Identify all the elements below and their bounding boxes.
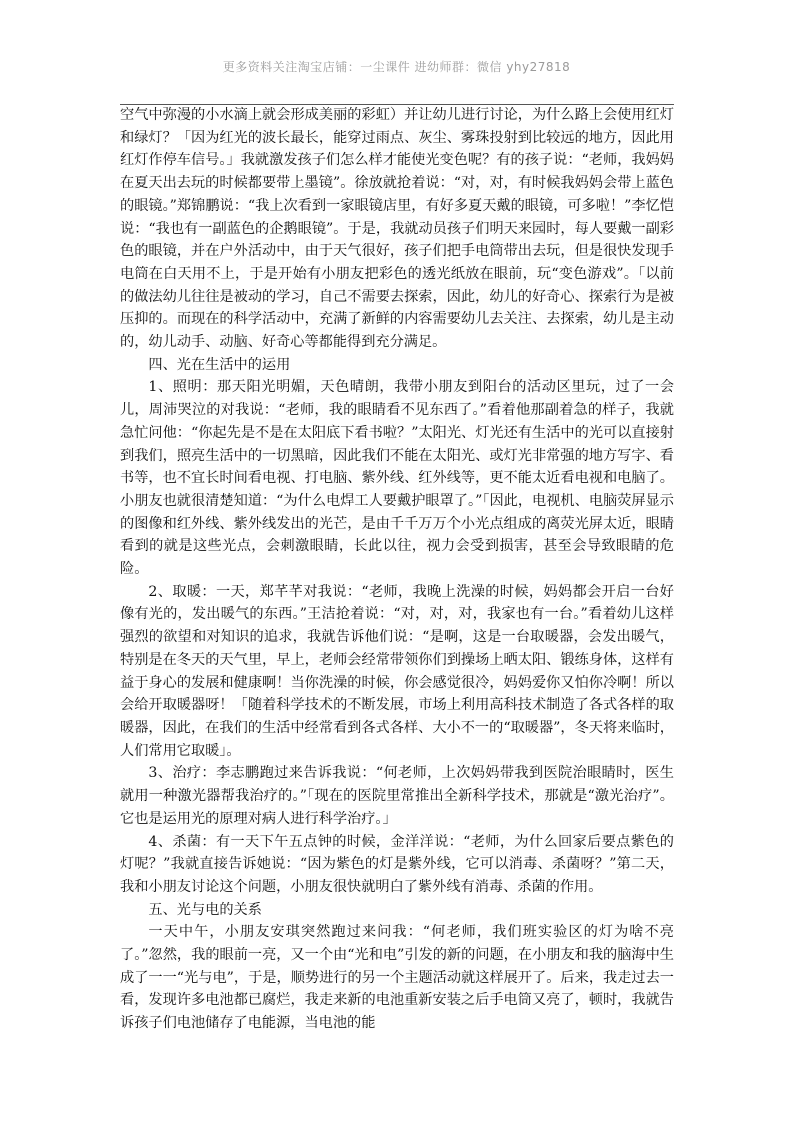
paragraph-sterilization: 4、杀菌：有一天下午五点钟的时候，金洋洋说：“老师，为什么回家后要点紫色的灯呢？”我就直接告诉她说：“因为紫色的灯是紫外线，它可以消毒、杀菌呀？”第二天，我和小朋友讨论这个问题，小朋友很快就明白了紫外线有消毒、杀菌的作用。 xyxy=(120,833,674,895)
paragraph-heating: 2、取暖：一天，郑芊芊对我说：“老师，我晚上洗澡的时候，妈妈都会开启一台好像有光的，发出暖气的东西。”王洁抢着说：“对，对，对，我家也有一台。”看着幼儿这样强烈的欲望和对知识的追求，我就告诉他们说：“是啊，这是一台取暖器，会发出暖气，特别是在冬天的天气里，早上，老师会经常带领你们到操场上晒太阳、锻练身体，这样有益于身心的发展和健康啊！当你洗澡的时候，你会感觉很冷，妈妈爱你又怕你冷啊！所以会给开取暖器呀！「随着科学技术的不断发展，市场上利用高科技术制造了各式各样的取暖器，因此，在我们的生活中经常看到各式各样、大小不一的“取暖器”，冬天将来临时，人们常用它取暖」。 xyxy=(120,583,674,759)
section-heading-5: 五、光与电的关系 xyxy=(148,901,262,918)
document-body xyxy=(120,104,674,1035)
paragraph-continuation: 空气中弥漫的小水滴上就会形成美丽的彩虹）并让幼儿进行讨论，为什么路上会使用红灯和绿灯？「因为红光的波长最长，能穿过雨点、灰尘、雾珠投射到比较远的地方，因此用红灯作停车信号。」我就激发孩子们怎么样才能使光变色呢？有的孩子说：“老师，我妈妈在夏天出去玩的时候都要带上墨镜”。徐放就抢着说：“对，对，有时候我妈妈会带上蓝色的眼镜。”郑锦鹏说：“我上次看到一家眼镜店里，有好多夏天戴的眼镜，可多啦！”李忆恺说：“我也有一副蓝色的企鹅眼镜”。于是，我就动员孩子们明天来园时，每人要戴一副彩色的眼镜，并在户外活动中，由于天气很好，孩子们把手电筒带出去玩，但是很快发现手电筒在白天用不上，于是开始有小朋友把彩色的透光纸放在眼前，玩“变色游戏”。「以前的做法幼儿往往是被动的学习，自己不需要去探索，因此，幼儿的好奇心、探索行为是被压抑的。而现在的科学活动中，充满了新鲜的内容需要幼儿去关注、去探索，幼儿是主动的，幼儿动手、动脑、好奇心等都能得到充分满足。 xyxy=(120,107,674,351)
paragraph-lighting: 1、照明：那天阳光明媚，天色晴朗，我带小朋友到阳台的活动区里玩，过了一会儿，周沛哭泣的对我说：“老师，我的眼睛看不见东西了。”看着他那副着急的样子，我就急忙问他：“你起先是不是在太阳底下看书啦？”太阳光、灯光还有生活中的光可以直接射到我们，照亮生活中的一切黑暗，因此我们不能在太阳光、或灯光非常强的地方写字、看书等，也不宜长时间看电视、打电脑、紫外线、红外线等，更不能太近看电视和电脑了。小朋友也就很清楚知道：“为什么电焊工人要戴护眼罩了。”「因此，电视机、电脑荧屏显示的图像和红外线、紫外线发出的光芒，是由千千万万个小光点组成的离荧光屏太近，眼睛看到的就是这些光点，会刺激眼睛，长此以往，视力会受到损害，甚至会导致眼睛的危险。 xyxy=(120,379,674,578)
paragraph-treatment: 3、治疗：李志鹏跑过来告诉我说：“何老师，上次妈妈带我到医院治眼睛时，医生就用一种激光器帮我治疗的。”「现在的医院里常推出全新科学技术，那就是“激光治疗”。它也是运用光的原理对病人进行科学治疗。」 xyxy=(120,765,674,827)
page-header: 更多资料关注淘宝店铺：一尘课件 进幼师群：微信 yhy27818 xyxy=(222,60,571,74)
section-heading-4: 四、光在生活中的运用 xyxy=(148,356,291,373)
paragraph-light-electricity: 一天中午，小朋友安琪突然跑过来问我：“何老师，我们班实验区的灯为啥不亮了。”忽然，我的眼前一亮，又一个由“光和电”引发的新的问题，在小朋友和我的脑海中生成了一一“光与电”，于是，顺势进行的另一个主题活动就这样展开了。后来，我走过去一看，发现许多电池都已腐烂，我走来新的电池重新安装之后手电筒又亮了，顿时，我就告诉孩子们电池储存了电能源，当电池的能 xyxy=(120,924,674,1032)
